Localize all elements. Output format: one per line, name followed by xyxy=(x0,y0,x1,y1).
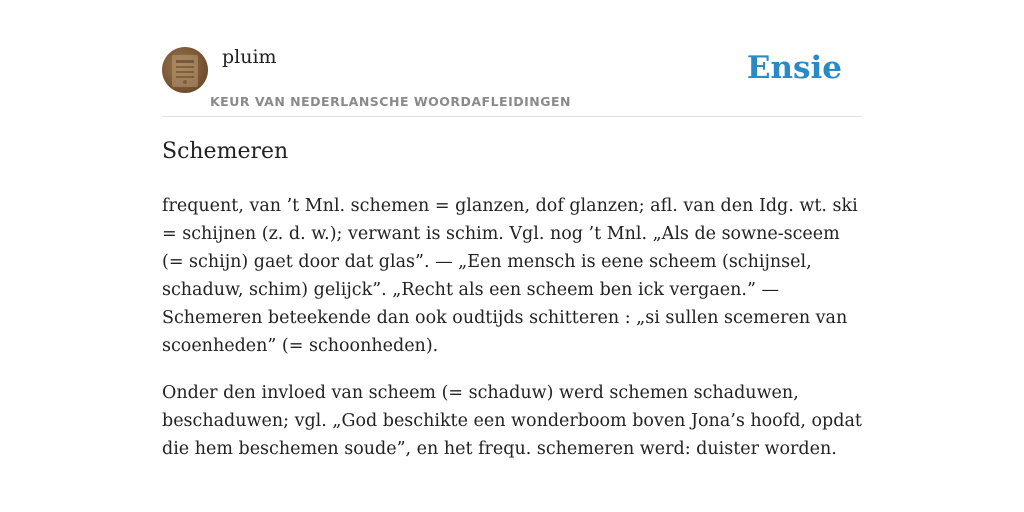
entry-paragraph: frequent, van ’t Mnl. schemen = glanzen, dof glanzen; afl. van den Idg. wt. ski = schijnen (z. d. w.); verwant is schim. Vgl. nog ’t Mnl. „Als de sowne-sceem (= schijn) gaet door dat glas”. — „Een mensch is eene scheem (schijnsel, schaduw, schim) gelijck”. „Recht als een scheem ben ick vergaen.” — Schemeren beteekende dan ook oudtijds schitteren : „si sullen scemeren van scoenheden” (= schoonheden). xyxy=(162,196,858,356)
entry-title: Schemeren xyxy=(162,139,289,164)
avatar[interactable] xyxy=(162,47,208,93)
entry-paragraph: Onder den invloed van scheem (= schaduw) werd schemen schaduwen, beschaduwen; vgl. „God beschikte een wonderboom boven Jona’s hoofd, opdat die hem beschemen soude”, en het frequ. schemeren werd: duister worden. xyxy=(162,383,862,459)
username[interactable]: pluim xyxy=(222,46,277,68)
source-title[interactable]: KEUR VAN NEDERLANSCHE WOORDAFLEIDINGEN xyxy=(210,94,571,109)
header xyxy=(162,44,862,117)
entry-body xyxy=(162,192,866,482)
book-cover-icon xyxy=(162,47,208,93)
brand-logo[interactable]: Ensie xyxy=(746,50,842,86)
